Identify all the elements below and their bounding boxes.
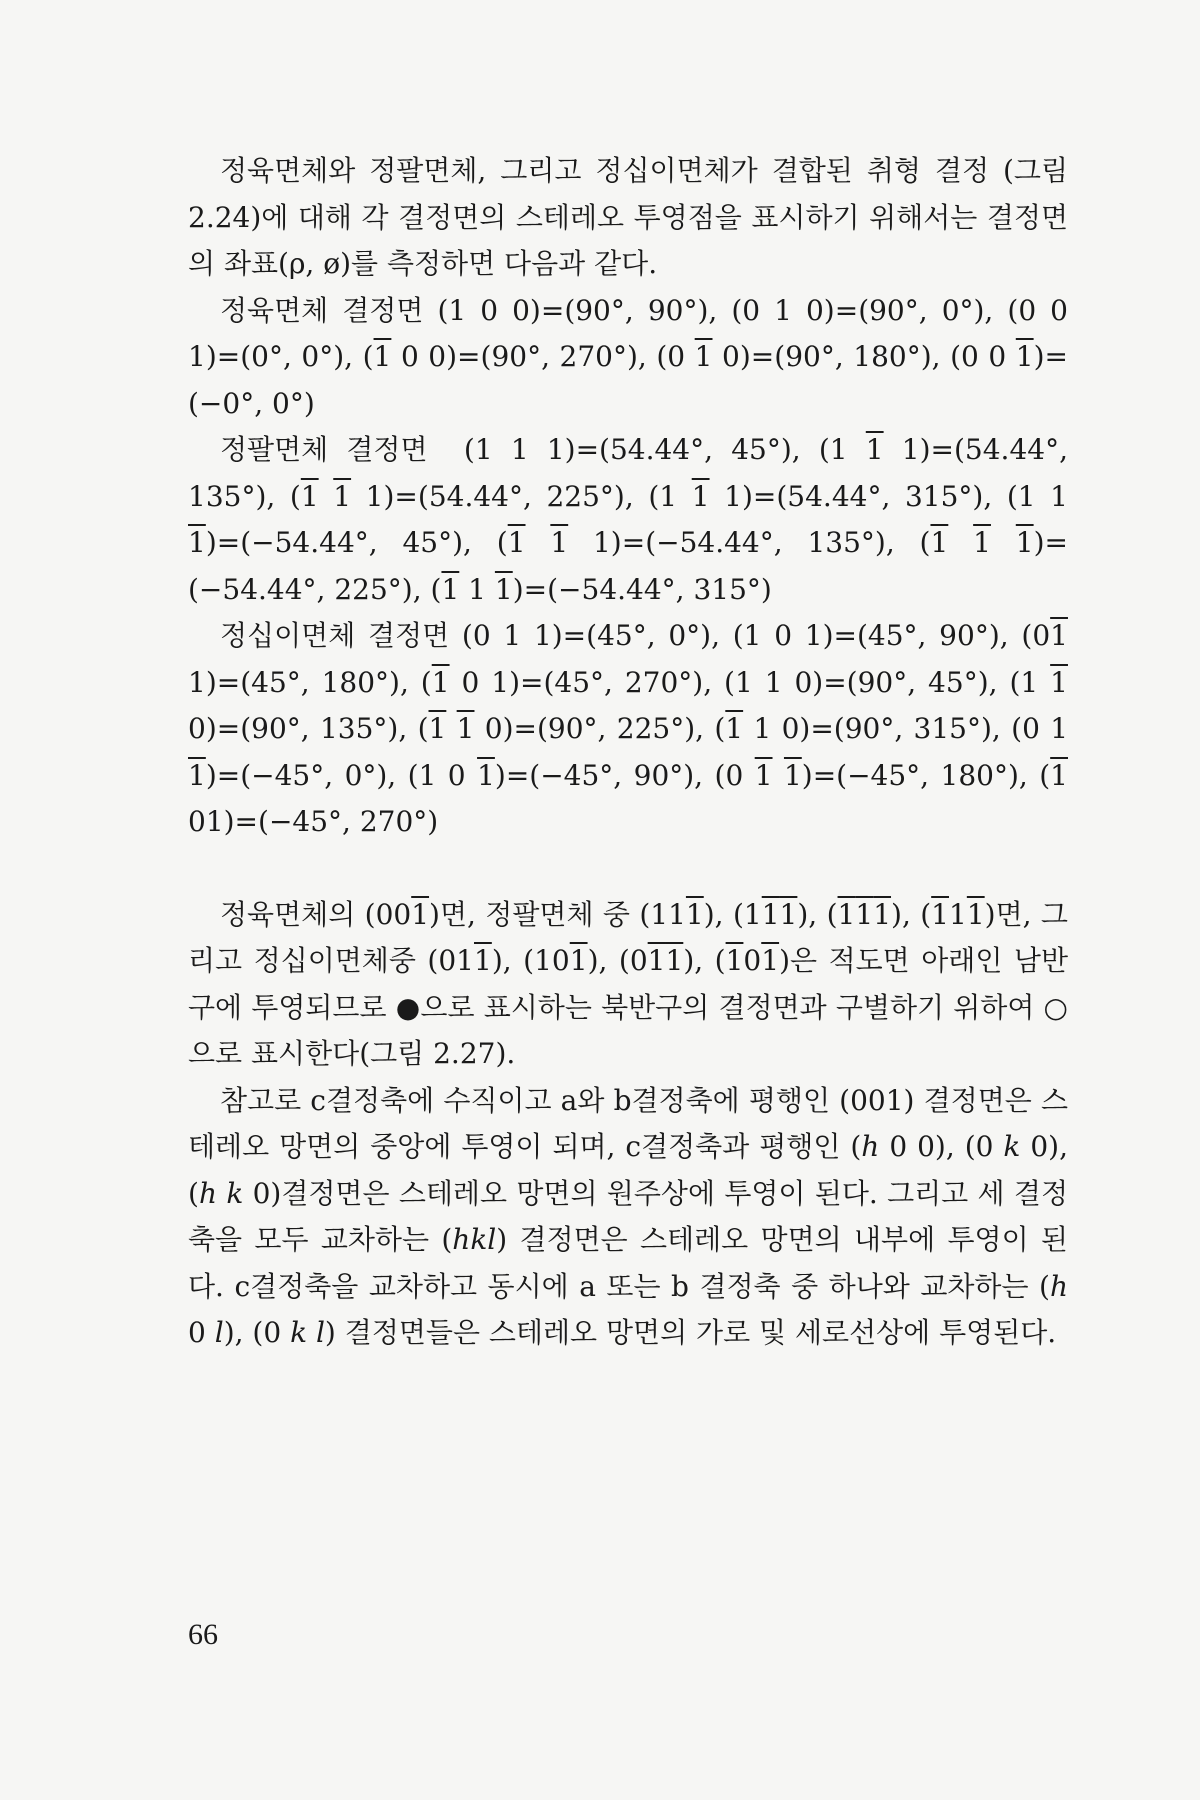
dodeca-face-2: (1 0 1)=(45°, 90°), xyxy=(732,619,1022,652)
octa-face-2: (1 1 1)=(54.44°, 135°), xyxy=(188,433,1068,513)
page-number: 66 xyxy=(188,1618,218,1651)
octa-label: 정팔면체 결정면 xyxy=(220,433,428,466)
cube-face-3: (0 0 1)=(0°, 0°), xyxy=(188,293,1068,373)
dodeca-face-12: (1 01)=(−45°, 270°) xyxy=(188,758,1068,838)
octa-face-3: (1 1 1)=(54.44°, 225°), xyxy=(289,479,649,513)
dodeca-face-11: (0 1 1)=(−45°, 180°), xyxy=(714,758,1040,792)
intro-paragraph xyxy=(188,148,1068,288)
dodeca-face-9: (0 1 1)=(−45°, 0°), xyxy=(188,712,1069,792)
cube-face-5: (0 1 0)=(90°, 180°), xyxy=(656,340,951,373)
dodeca-face-8: (1 1 0)=(90°, 315°), xyxy=(714,712,1012,745)
cube-label: 정육면체 결정면 xyxy=(220,293,424,327)
intro-text: 정육면체와 정팔면체, 그리고 정십이면체가 결합된 취형 결정 (그림 2.24)에 대해 각 결정면의 스테레오 투영점을 표시하기 위해서는 결정면의 좌표(ρ, ø)를 측정하면 다음과 같다. xyxy=(188,154,1068,280)
dodeca-face-6: (1 1 0)=(90°, 135°), xyxy=(188,665,1068,745)
dodeca-face-4: (1 0 1)=(45°, 270°), xyxy=(420,665,725,699)
cube-face-4: (1 0 0)=(90°, 270°), xyxy=(362,340,657,373)
octa-face-4: (1 1 1)=(54.44°, 315°), xyxy=(648,479,1007,513)
reference-paragraph: 참고로 c결정축에 수직이고 a와 b결정축에 평행인 (001) 결정면은 스테레오 망면의 중앙에 투영이 되며, c결정축과 평행인 (h 0 0), (0 k 0), (h k 0)결정면은 스테레오 망면의 원주상에 투영이 된다. 그리고 세 결정축을 모두 교차하는 (hkl) 결정면은 스테레오 망면의 내부에 투영이 된다. c결정축을 교차하고 동시에 a 또는 b 결정축 중 하나와 교차하는 (h 0 l), (0 k l) 결정면들은 스테레오 망면의 가로 및 세로선상에 투영된다. xyxy=(188,1083,1069,1349)
dodeca-face-7: (1 1 0)=(90°, 225°), xyxy=(417,712,715,745)
cube-face-1: (1 0 0)=(90°, 90°), xyxy=(437,293,732,327)
octa-face-6: (1 1 1)=(−54.44°, 135°), xyxy=(496,526,920,559)
octa-face-8: (1 1 1)=(−54.44°, 315°) xyxy=(430,572,772,606)
octa-face-5: (1 1 1)=(−54.44°, 45°), xyxy=(188,479,1068,559)
dodeca-faces-paragraph xyxy=(188,613,1068,846)
dodeca-face-3: (01 1)=(45°, 180°), xyxy=(188,619,1068,699)
octa-face-1: (1 1 1)=(54.44°, 45°), xyxy=(463,433,819,466)
cube-face-6: (0 0 1)=(−0°, 0°) xyxy=(188,340,1068,420)
southern-hemisphere-paragraph: 정육면체의 (001)면, 정팔면체 중 (111), (111), (111), (111)면, 그리고 정십이면체중 (011), (101), (011), (101)은 적도면 아래인 남반구에 투영되므로 ●으로 표시하는 북반구의 결정면과 구별하기 위하여 ○으로 표시한다(그림 2.27). xyxy=(188,897,1069,1070)
dodeca-face-5: (1 1 0)=(90°, 45°), xyxy=(724,665,1010,699)
cube-face-2: (0 1 0)=(90°, 0°), xyxy=(731,293,1008,327)
paragraph-gap xyxy=(188,846,1068,892)
octa-face-7: (1 1 1)=(−54.44°, 225°), xyxy=(188,526,1068,606)
body-text xyxy=(188,148,1068,1357)
octa-faces-paragraph xyxy=(188,427,1068,613)
dodeca-face-10: (1 0 1)=(−45°, 90°), xyxy=(407,758,715,792)
dodeca-face-1: (0 1 1)=(45°, 0°), xyxy=(461,619,733,652)
dodeca-label: 정십이면체 결정면 xyxy=(220,619,450,652)
cube-faces-paragraph xyxy=(188,288,1068,428)
